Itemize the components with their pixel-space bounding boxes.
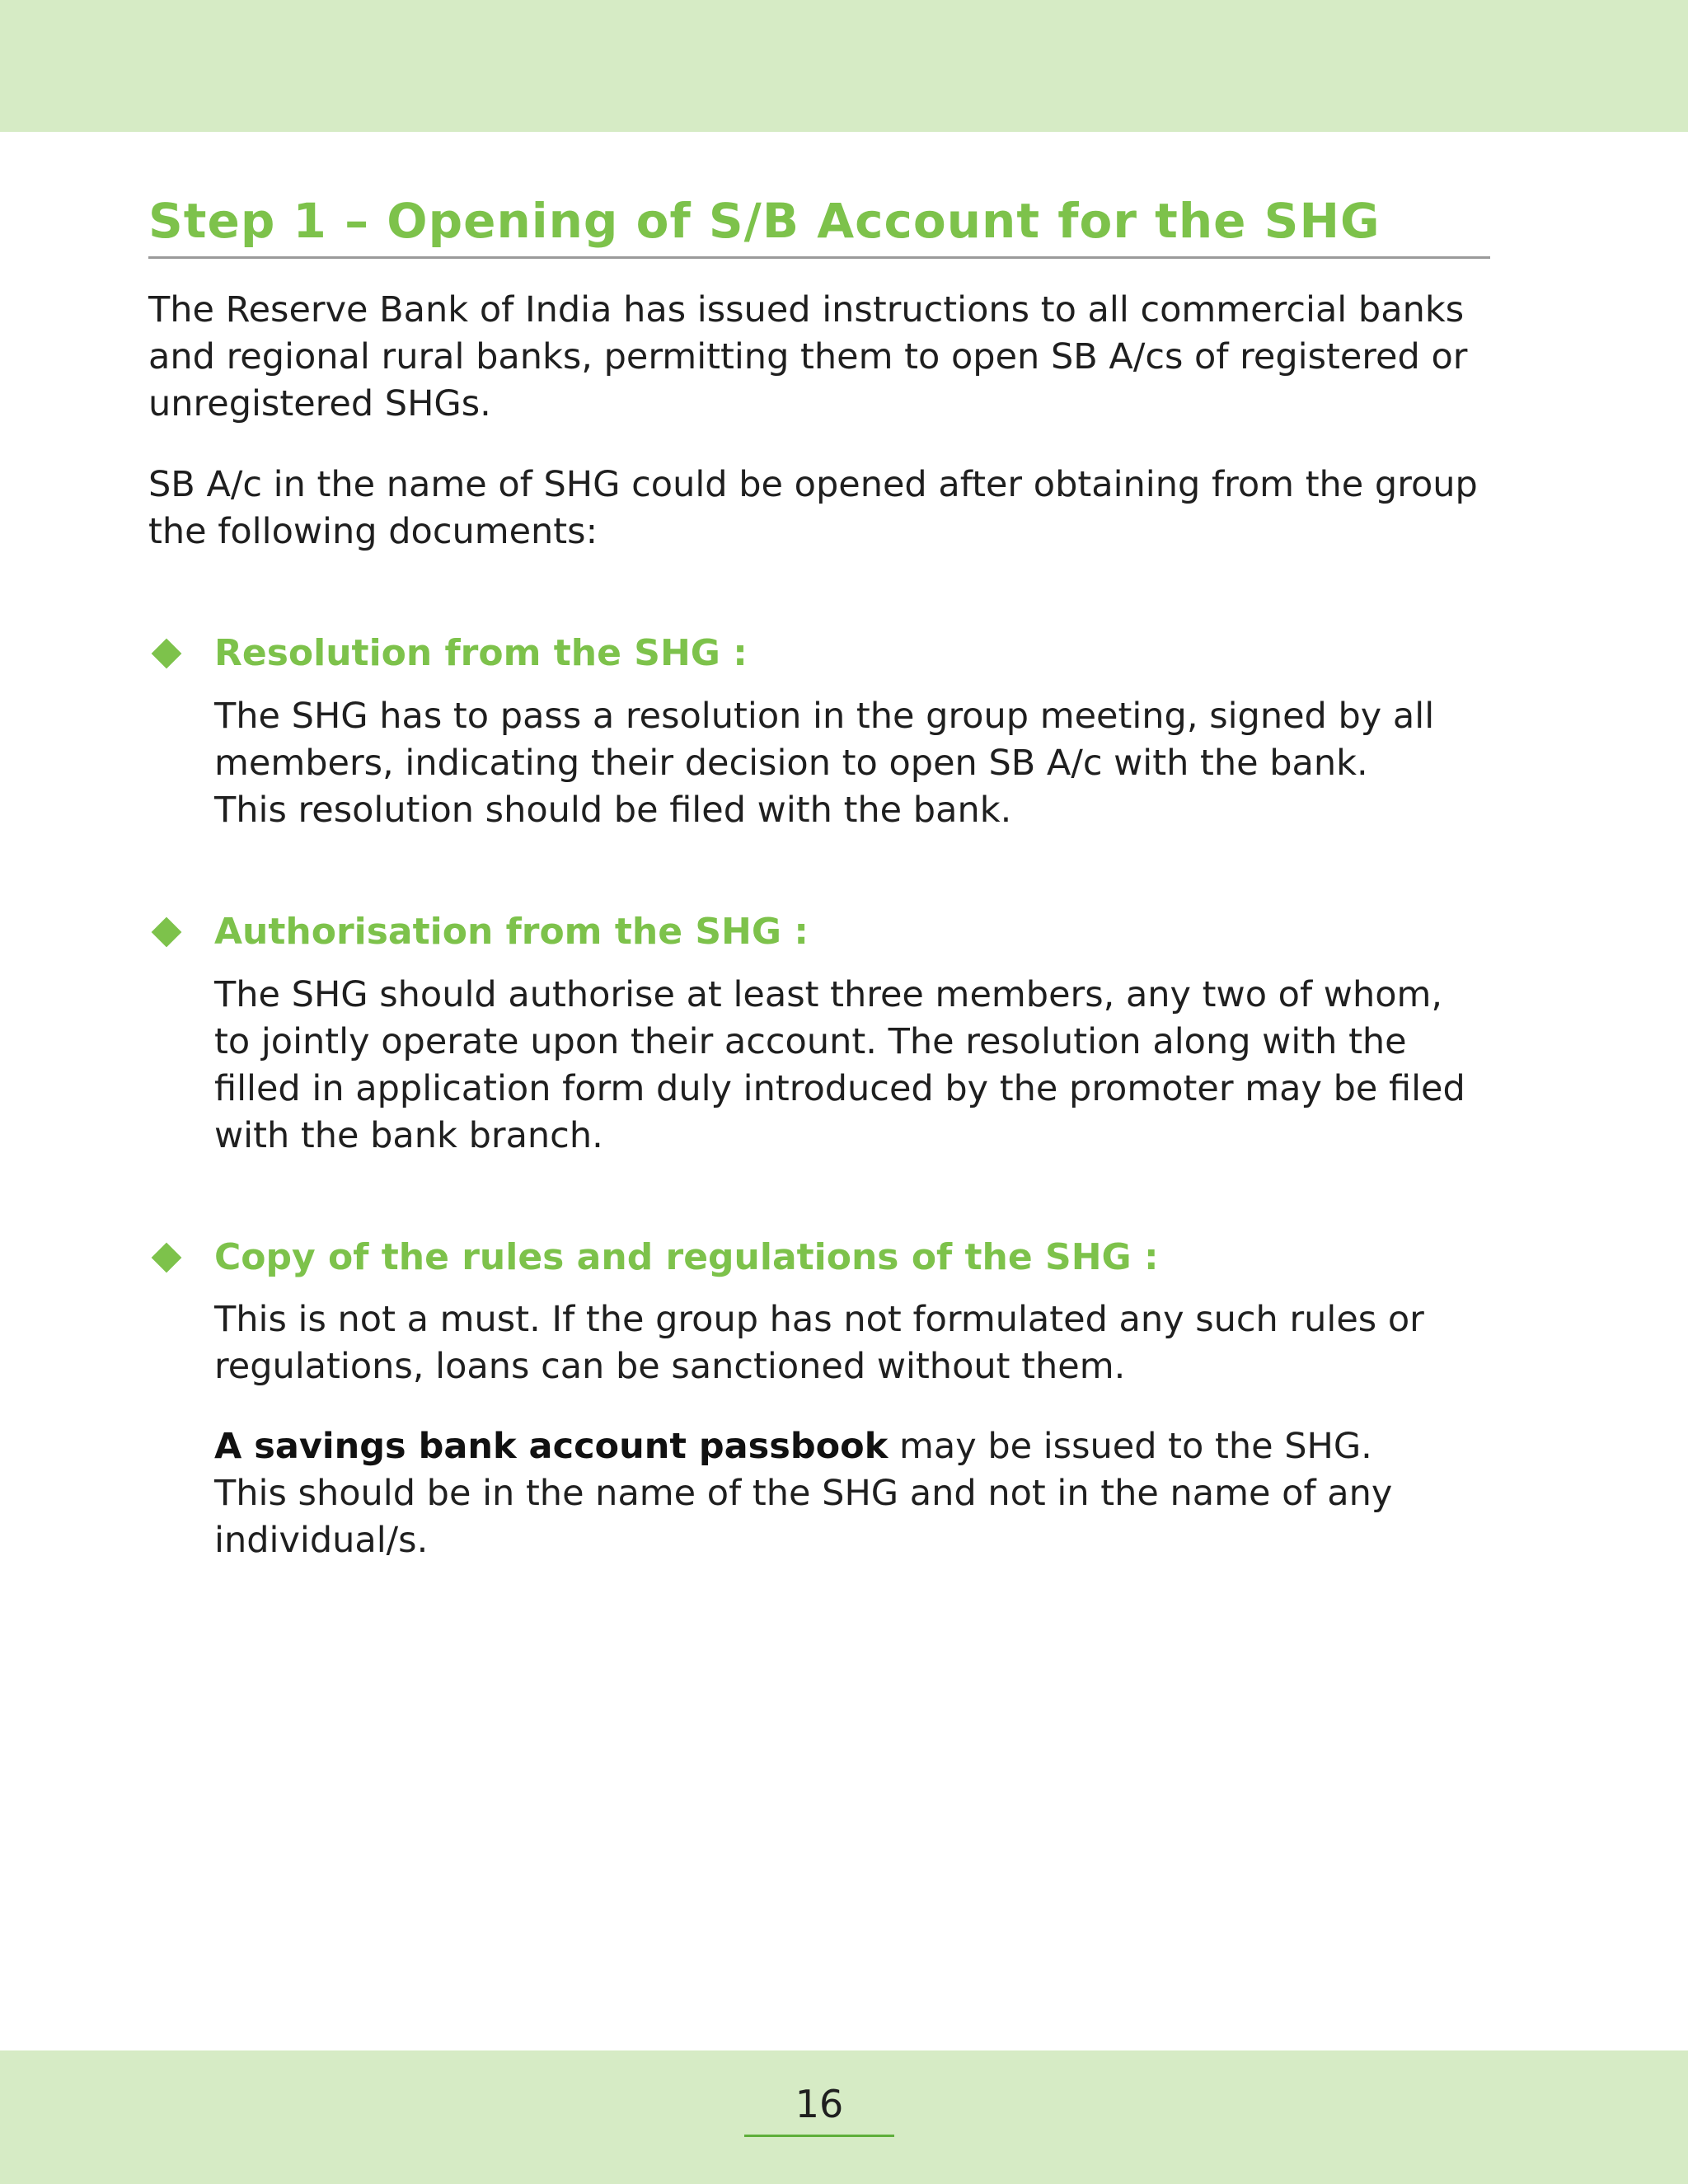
section-heading-authorisation: Authorisation from the SHG : <box>214 911 809 953</box>
text-line: regulations, loans can be sanctioned without them. <box>214 1346 1126 1387</box>
header-band <box>0 0 1688 132</box>
text-line: the following documents: <box>148 511 598 552</box>
text-line: The Reserve Bank of India has issued instructions to all commercial banks <box>148 289 1465 330</box>
diamond-bullet-icon <box>152 639 182 669</box>
section-body-rules <box>214 1296 1424 1390</box>
text-line: This is not a must. If the group has not formulated any such rules or <box>214 1299 1424 1340</box>
title-divider <box>148 256 1490 259</box>
text-line: SB A/c in the name of SHG could be opened after obtaining from the group <box>148 464 1478 505</box>
diamond-bullet-icon <box>152 917 182 948</box>
intro-paragraph-1 <box>148 287 1467 428</box>
text-line: The SHG should authorise at least three members, any two of whom, <box>214 974 1443 1015</box>
diamond-bullet-icon <box>152 1243 182 1273</box>
section-heading-rules: Copy of the rules and regulations of the SHG : <box>214 1236 1159 1278</box>
section-heading-resolution: Resolution from the SHG : <box>214 632 748 674</box>
text-line: with the bank branch. <box>214 1115 603 1156</box>
text-line: and regional rural banks, permitting them to open SB A/cs of registered or <box>148 336 1468 377</box>
text-line: This resolution should be filed with the bank. <box>214 790 1012 831</box>
text-line <box>214 1423 1392 1470</box>
passbook-text: may be issued to the SHG. <box>888 1426 1372 1467</box>
text-line: to jointly operate upon their account. The resolution along with the <box>214 1021 1407 1062</box>
text-line: filled in application form duly introduced by the promoter may be filed <box>214 1068 1465 1109</box>
text-line: unregistered SHGs. <box>148 383 491 424</box>
passbook-emphasis: A savings bank account passbook <box>214 1426 889 1467</box>
intro-paragraph-2 <box>148 462 1478 555</box>
page-number-underline <box>744 2135 894 2137</box>
text-line: This should be in the name of the SHG and not in the name of any <box>214 1473 1393 1514</box>
section-body-resolution <box>214 693 1434 834</box>
section-body-authorisation <box>214 972 1465 1160</box>
page-title: Step 1 – Opening of S/B Account for the SHG <box>148 193 1381 249</box>
text-line: The SHG has to pass a resolution in the group meeting, signed by all <box>214 696 1435 737</box>
text-line: members, indicating their decision to open SB A/c with the bank. <box>214 743 1368 784</box>
page-number: 16 <box>795 2082 844 2126</box>
text-line: individual/s. <box>214 1520 429 1561</box>
passbook-note <box>214 1423 1392 1564</box>
